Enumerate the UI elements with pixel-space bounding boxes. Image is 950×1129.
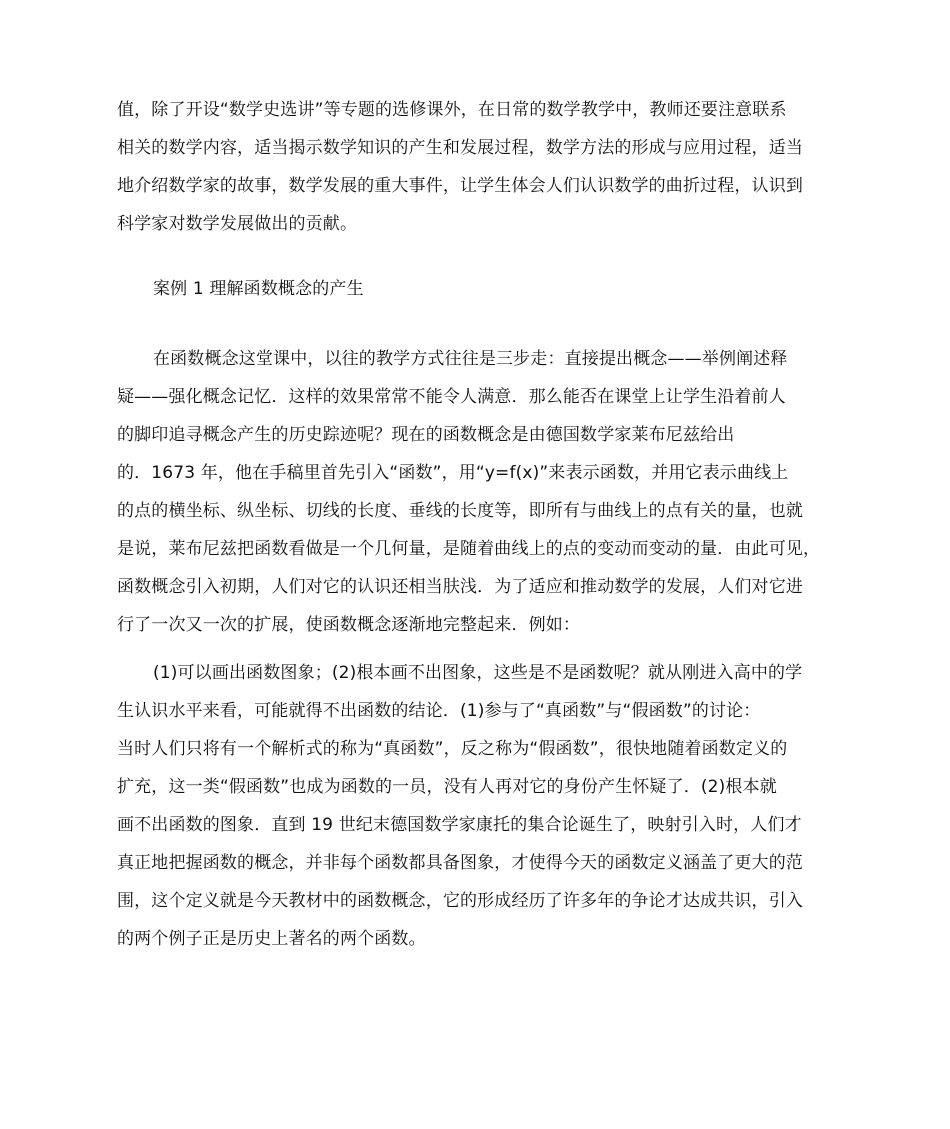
text-line: 是说，莱布尼兹把函数看做是一个几何量，是随着曲线上的点的变动而变动的量．由此可见，: [117, 539, 821, 559]
text-line: 的．1673 年，他在手稿里首先引入“函数”，用“y=f(x)”来表示函数，并用它表示曲线上: [117, 463, 789, 483]
text-line: 当时人们只将有一个解析式的称为“真函数”，反之称为“假函数”，很快地随着函数定义的: [117, 739, 788, 759]
text-line: 值，除了开设“数学史选讲”等专题的选修课外，在日常的数学教学中，教师还要注意联系: [117, 100, 787, 120]
paragraph-function-concept: [117, 340, 839, 644]
text-line: 行了一次又一次的扩展，使函数概念逐渐地完整起来．例如：: [117, 615, 581, 635]
text-line: 的脚印追寻概念产生的历史踪迹呢？现在的函数概念是由德国数学家莱布尼兹给出: [117, 425, 735, 445]
text-line: 在函数概念这堂课中，以往的教学方式往往是三步走：直接提出概念——举例阐述释: [153, 349, 788, 369]
text-line: 的两个例子正是历史上著名的两个函数。: [117, 929, 426, 949]
text-line: 疑——强化概念记忆．这样的效果常常不能令人满意．那么能否在课堂上让学生沿着前人: [117, 387, 786, 407]
text-line: 的点的横坐标、纵坐标、切线的长度、垂线的长度等，即所有与曲线上的点有关的量，也就: [117, 501, 803, 521]
text-line: 扩充，这一类“假函数”也成为函数的一员，没有人再对它的身份产生怀疑了．(2)根本就: [117, 777, 777, 797]
text-line: 地介绍数学家的故事，数学发展的重大事件，让学生体会人们认识数学的曲折过程，认识到: [117, 176, 803, 196]
section-heading: 案例 1 理解函数概念的产生: [153, 279, 364, 299]
text-line: 函数概念引入初期，人们对它的认识还相当肤浅．为了适应和推动数学的发展，人们对它进: [117, 577, 803, 597]
paragraph-function-examples: [117, 654, 839, 958]
text-line: 真正地把握函数的概念，并非每个函数都具备图象，才使得今天的函数定义涵盖了更大的范: [117, 853, 803, 873]
text-line: 相关的数学内容，适当揭示数学知识的产生和发展过程，数学方法的形成与应用过程，适当: [117, 138, 803, 158]
text-line: 围，这个定义就是今天教材中的函数概念，它的形成经历了许多年的争论才达成共识，引入: [117, 891, 803, 911]
text-line: 科学家对数学发展做出的贡献。: [117, 214, 358, 234]
text-line: 画不出函数的图象．直到 19 世纪末德国数学家康托的集合论诞生了，映射引入时，人们才: [117, 815, 802, 835]
text-line: (1)可以画出函数图象；(2)根本画不出图象，这些是不是函数呢？就从刚进入高中的学: [153, 663, 803, 683]
case-heading: [117, 270, 839, 308]
paragraph-history-of-math: [117, 91, 839, 243]
text-line: 生认识水平来看，可能就得不出函数的结论．(1)参与了“真函数”与“假函数”的讨论：: [117, 701, 761, 721]
